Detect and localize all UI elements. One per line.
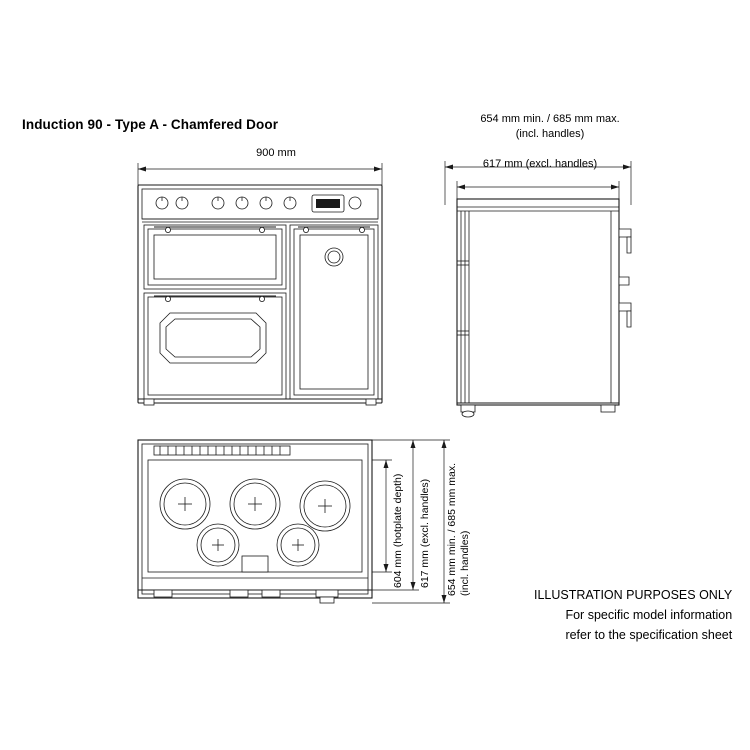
plan-hotplate-depth-dimension [372,460,392,572]
plan-hotplate-depth-label: 604 mm (hotplate depth) [392,473,404,588]
side-depth-incl-handles-label-line1: 654 mm min. / 685 mm max. [480,113,620,125]
front-left-bottom-oven-door [144,293,286,399]
illustration-note [534,585,732,645]
plan-depth-incl-dimension [372,440,450,603]
side-handle-lower [619,303,631,327]
side-depth-incl-dimension-line [445,161,631,205]
plan-depth-excl-handles-label: 617 mm (excl. handles) [419,478,431,588]
plan-zone-rear-left [160,479,210,529]
plan-rear-vent [154,446,290,455]
note-line-2: For specific model information [565,608,733,622]
plan-zone-front-right [277,524,319,566]
note-line-3: refer to the specification sheet [565,628,733,642]
plan-depth-excl-dimension [372,440,419,590]
front-right-oven-door [290,225,378,399]
front-width-dimension-line [138,163,382,185]
page-title: Induction 90 - Type A - Chamfered Door [22,117,279,132]
side-depth-excl-handles-label: 617 mm (excl. handles) [482,158,598,170]
plan-zone-front-left [197,524,239,566]
front-timer-display [312,195,344,212]
side-view-drawing [435,155,650,425]
side-handle-upper [619,229,631,253]
side-depth-incl-handles-label-line2: (incl. handles) [515,128,585,140]
note-line-1: ILLUSTRATION PURPOSES ONLY [534,588,733,602]
plan-depth-incl-handles-label-line1: 654 mm min. / 685 mm max. [446,462,458,596]
front-width-dimension-label: 900 mm [256,147,296,159]
plan-zone-rear-right [300,481,350,531]
plan-depth-incl-handles-label-line2: (incl. handles) [459,530,471,596]
front-view-drawing [130,155,390,415]
plan-view-drawing [130,432,380,617]
side-handle-middle [619,277,629,285]
front-left-top-oven-door [144,225,286,289]
plan-zone-rear-centre [230,479,280,529]
plan-dimension-lines [372,432,472,632]
